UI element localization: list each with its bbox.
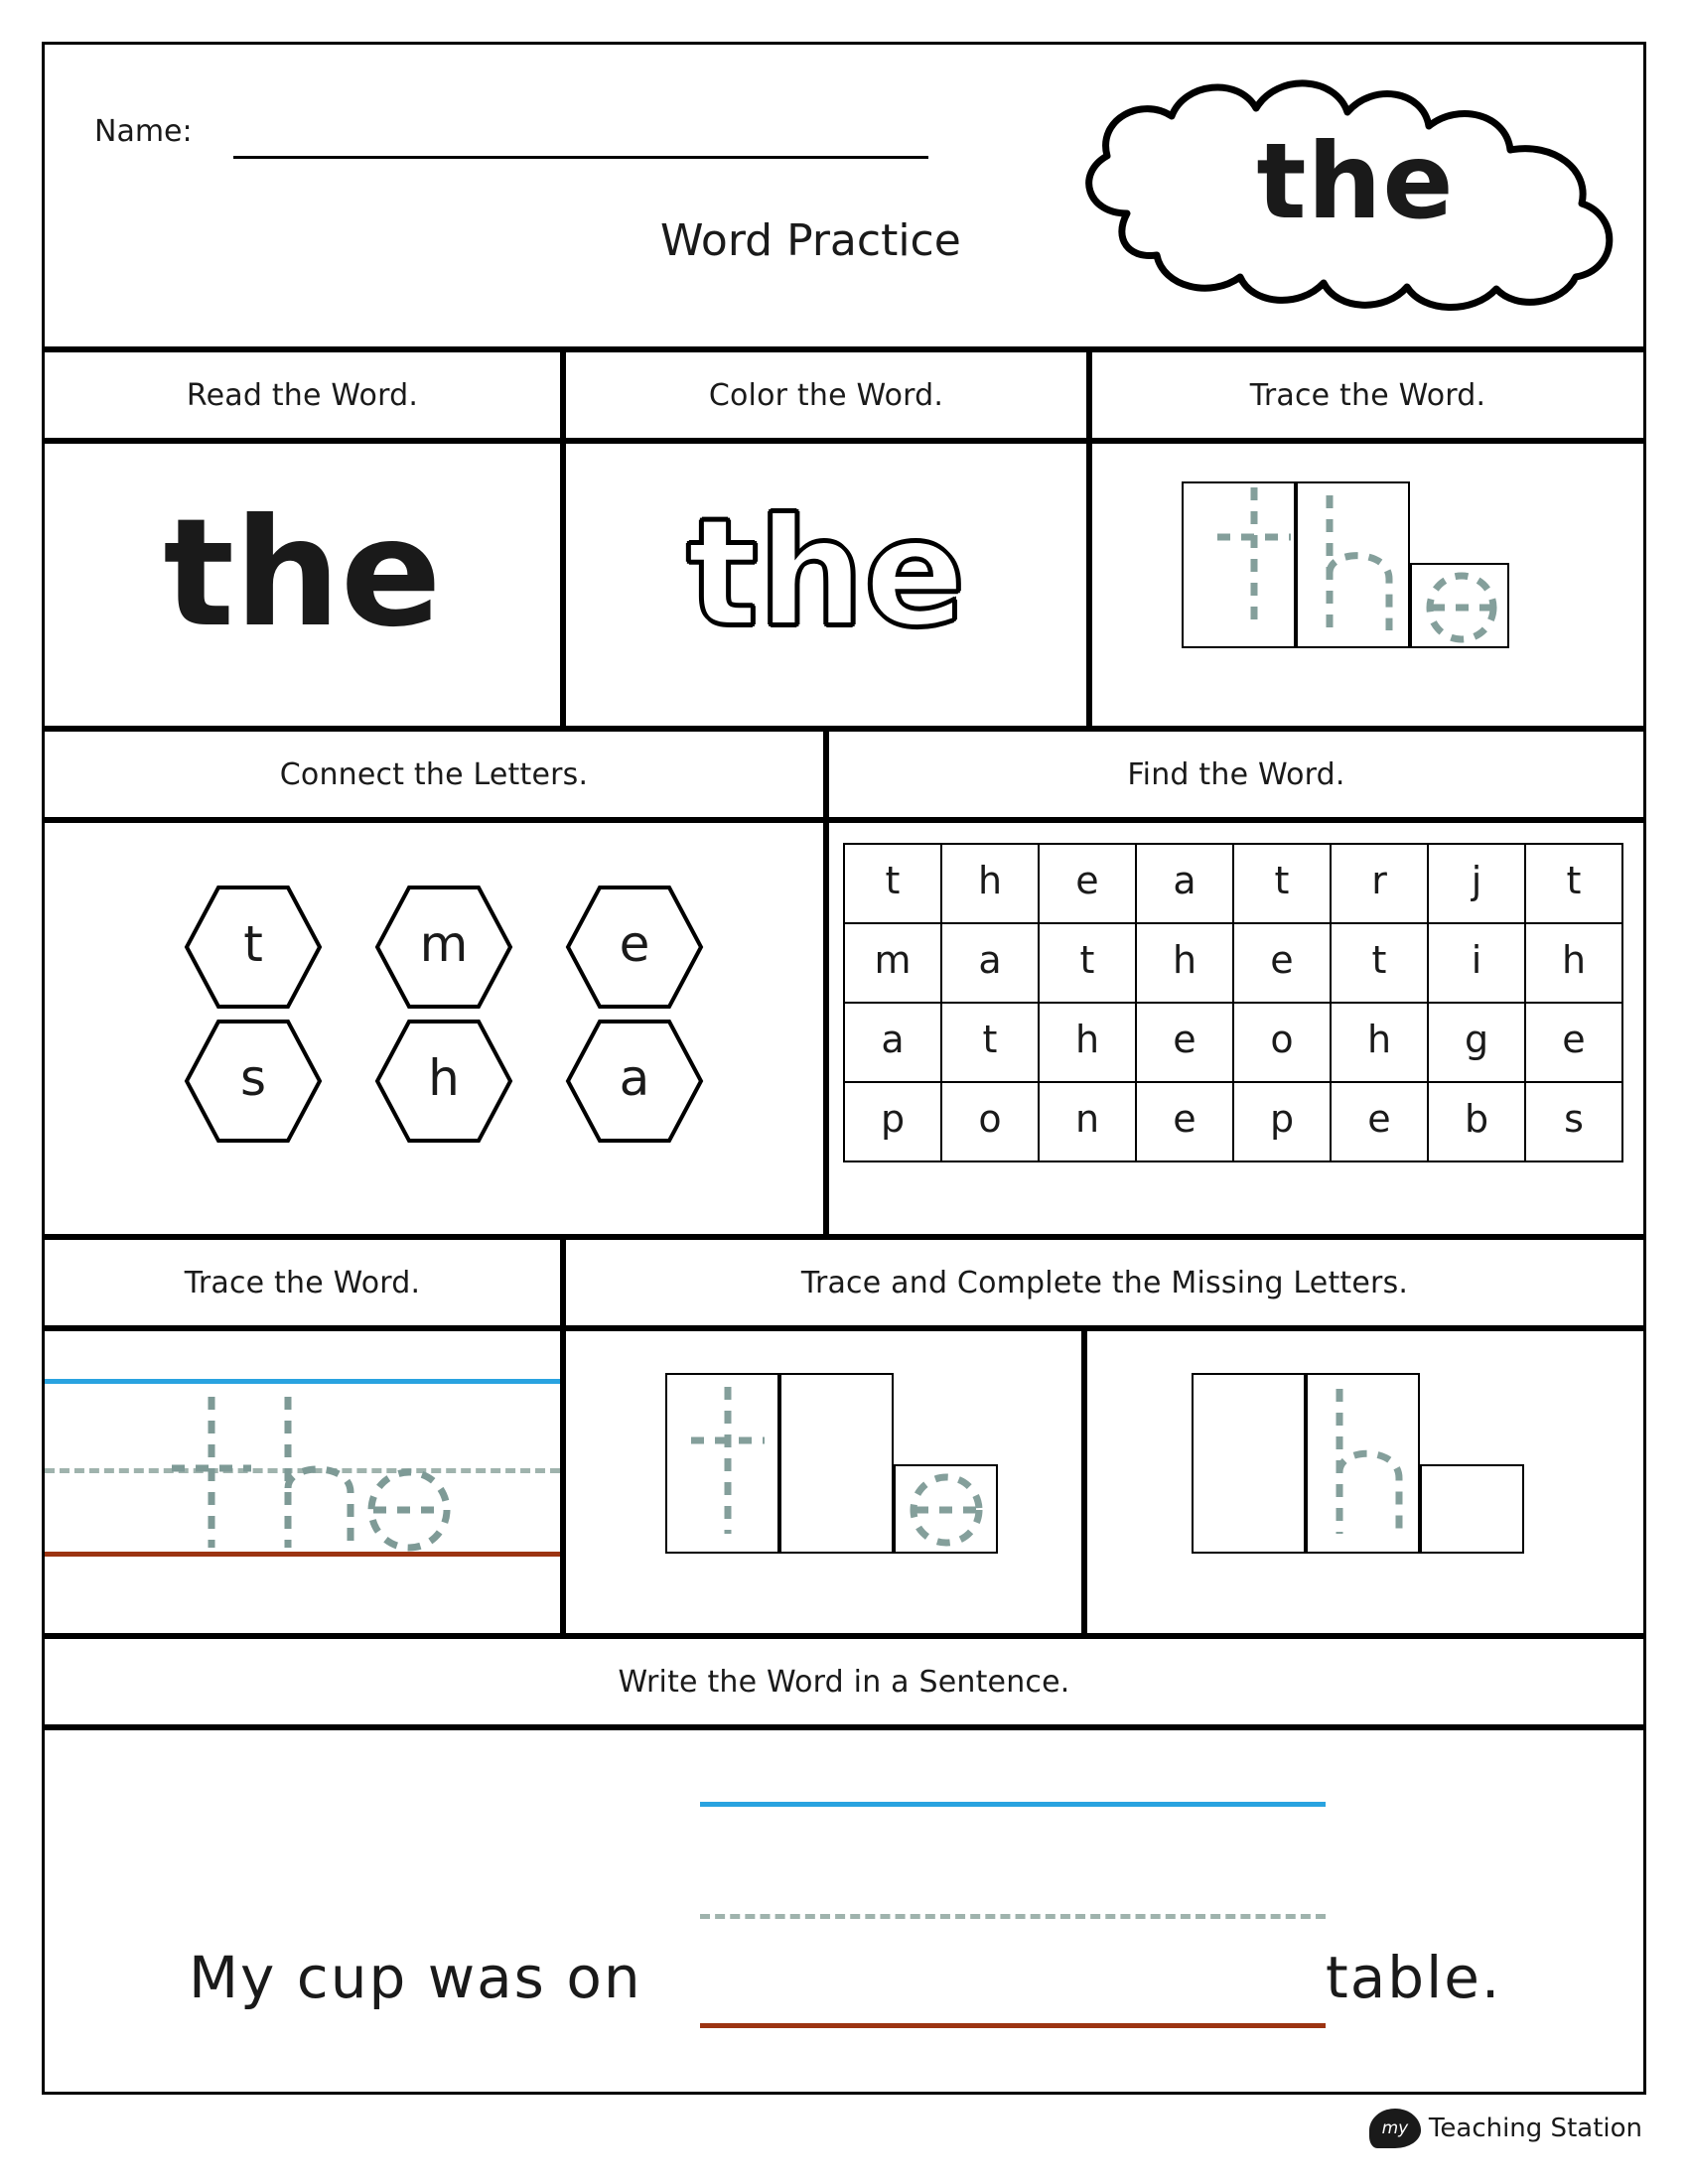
missing-glyph-e: [907, 1470, 986, 1553]
missing-letters-section-header: Trace and Complete the Missing Letters.: [563, 1237, 1646, 1328]
grid-cell[interactable]: t: [1330, 922, 1429, 1004]
hex-letter[interactable]: [565, 883, 704, 1012]
footer-logo[interactable]: [1369, 2109, 1642, 2148]
footer-logo-text: Teaching Station: [1428, 2114, 1642, 2143]
grid-cell[interactable]: i: [1427, 922, 1526, 1004]
header-panel: [42, 42, 1646, 349]
hex-letter[interactable]: [374, 883, 513, 1012]
grid-cell[interactable]: p: [1232, 1081, 1332, 1162]
sentence-guide-line-top: [700, 1802, 1326, 1807]
trace-glyph-t: [1209, 476, 1299, 673]
hex-letter[interactable]: [374, 1017, 513, 1146]
dashed-letter-h: [1324, 1385, 1413, 1556]
find-section-header: Find the Word.: [826, 729, 1646, 820]
trace-glyph-h: [1314, 491, 1403, 653]
grid-cell[interactable]: h: [1524, 922, 1623, 1004]
grid-cell[interactable]: a: [843, 1002, 942, 1083]
dashed-word-the: [84, 1389, 482, 1568]
missing-box-blank-e[interactable]: [1420, 1464, 1524, 1554]
grid-cell[interactable]: s: [1524, 1081, 1623, 1162]
connect-section-header: Connect the Letters.: [42, 729, 826, 820]
grid-cell[interactable]: n: [1038, 1081, 1137, 1162]
grid-cell[interactable]: o: [1232, 1002, 1332, 1083]
color-section-header: Color the Word.: [563, 349, 1089, 441]
sentence-section-header: Write the Word in a Sentence.: [42, 1636, 1646, 1727]
grid-cell[interactable]: e: [1135, 1081, 1234, 1162]
missing-glyph-t: [683, 1375, 773, 1557]
page-title: Word Practice: [660, 215, 961, 266]
sentence-cell[interactable]: [42, 1727, 1646, 2095]
read-section-header: Read the Word.: [42, 349, 563, 441]
grid-cell[interactable]: e: [1135, 1002, 1234, 1083]
grid-cell[interactable]: e: [1524, 1002, 1623, 1083]
hex-letter-label: h: [428, 1049, 460, 1107]
sentence-write-line[interactable]: [700, 2023, 1326, 2028]
missing-letters-cell-b[interactable]: [1084, 1328, 1646, 1636]
connect-letters-cell[interactable]: [42, 820, 826, 1237]
missing-glyph-h: [1324, 1385, 1413, 1559]
grid-cell[interactable]: b: [1427, 1081, 1526, 1162]
trace-lined-section-header: Trace the Word.: [42, 1237, 563, 1328]
word-search-row: [843, 1002, 1621, 1081]
find-word-cell[interactable]: [826, 820, 1646, 1237]
hex-row-2: [184, 1017, 704, 1146]
read-word: the: [163, 487, 442, 660]
grid-cell[interactable]: t: [843, 843, 942, 924]
word-search-row: [843, 843, 1621, 922]
hex-letter-label: t: [243, 915, 263, 973]
grid-cell[interactable]: o: [940, 1081, 1040, 1162]
grid-cell[interactable]: p: [843, 1081, 942, 1162]
cloud-word: the: [1256, 121, 1455, 242]
grid-cell[interactable]: t: [1038, 922, 1137, 1004]
grid-cell[interactable]: j: [1427, 843, 1526, 924]
grid-cell[interactable]: h: [940, 843, 1040, 924]
read-word-cell: [42, 441, 563, 729]
grid-cell[interactable]: t: [940, 1002, 1040, 1083]
trace-top-cell[interactable]: [1089, 441, 1646, 729]
missing-box-blank-h[interactable]: [779, 1373, 894, 1554]
word-search-row: [843, 1081, 1621, 1160]
grid-cell[interactable]: h: [1038, 1002, 1137, 1083]
grid-cell[interactable]: r: [1330, 843, 1429, 924]
guide-line-top: [45, 1379, 560, 1384]
grid-cell[interactable]: t: [1232, 843, 1332, 924]
grid-cell[interactable]: m: [843, 922, 942, 1004]
grid-cell[interactable]: a: [940, 922, 1040, 1004]
word-search-grid: [843, 843, 1621, 1160]
grid-cell[interactable]: e: [1330, 1081, 1429, 1162]
grid-cell[interactable]: e: [1038, 843, 1137, 924]
hex-letter[interactable]: [565, 1017, 704, 1146]
hex-row-1: [184, 883, 704, 1012]
sentence-text-before: My cup was on: [189, 1944, 642, 2011]
hex-letter[interactable]: [184, 883, 323, 1012]
hex-letter[interactable]: [184, 1017, 323, 1146]
dashed-letter-e: [1423, 569, 1500, 646]
trace-lined-cell[interactable]: [42, 1328, 563, 1636]
hex-letter-label: s: [239, 1049, 267, 1107]
grid-cell[interactable]: e: [1232, 922, 1332, 1004]
grid-cell[interactable]: t: [1524, 843, 1623, 924]
hex-letter-label: a: [619, 1049, 650, 1107]
hex-letter-label: e: [619, 915, 650, 973]
hex-letter-label: m: [419, 915, 469, 973]
sentence-text-after: table.: [1326, 1944, 1502, 2011]
cloud-banner: [1057, 65, 1653, 313]
trace-glyph-e: [1423, 569, 1500, 649]
trace-lined-letters: [84, 1389, 482, 1571]
color-word-outline: the: [686, 487, 966, 660]
trace-top-section-header: Trace the Word.: [1089, 349, 1646, 441]
speech-bubble-icon: my: [1369, 2109, 1421, 2148]
sentence-guide-line-middle: [700, 1914, 1326, 1919]
dashed-letter-t: [683, 1375, 773, 1554]
missing-box-blank-t[interactable]: [1192, 1373, 1306, 1554]
name-label: Name:: [94, 114, 193, 149]
color-word-cell[interactable]: [563, 441, 1089, 729]
grid-cell[interactable]: h: [1135, 922, 1234, 1004]
missing-letters-cell-a[interactable]: [563, 1328, 1084, 1636]
dashed-letter-t: [1209, 476, 1299, 649]
name-write-line[interactable]: [233, 156, 928, 159]
dashed-letter-h: [1314, 491, 1403, 650]
grid-cell[interactable]: g: [1427, 1002, 1526, 1083]
grid-cell[interactable]: h: [1330, 1002, 1429, 1083]
grid-cell[interactable]: a: [1135, 843, 1234, 924]
word-search-row: [843, 922, 1621, 1002]
dashed-letter-e: [907, 1470, 986, 1550]
